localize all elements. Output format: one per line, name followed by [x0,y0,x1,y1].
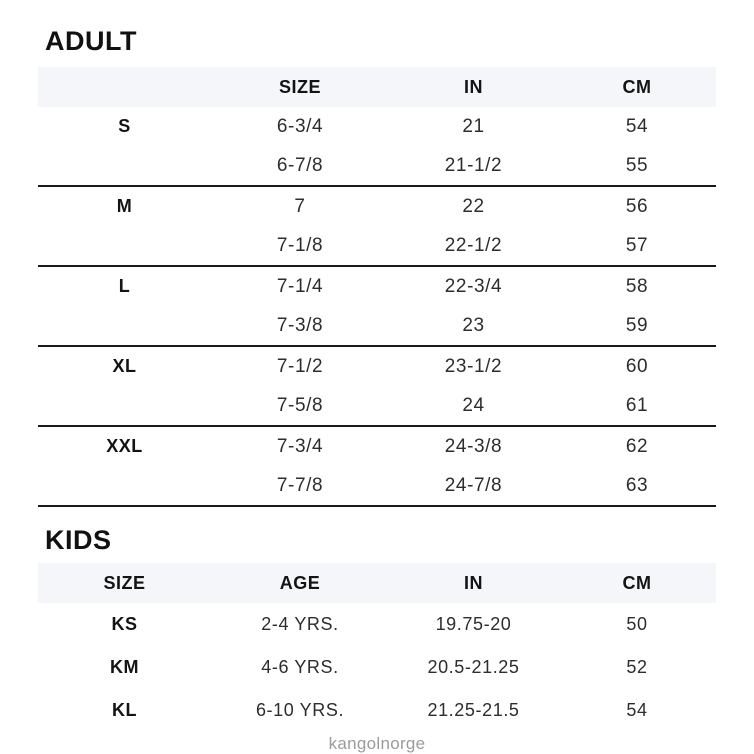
table-row [38,226,716,265]
kids-age-cell: 2-4 YRS. [261,614,339,634]
adult-size-group [38,187,716,267]
adult-value-cell: 63 [625,474,649,496]
adult-value-cell: 23-1/2 [444,355,503,377]
adult-header-cm: CM [622,76,652,97]
table-row [38,107,716,146]
adult-value-cell: 22-3/4 [444,275,503,297]
adult-size-group [38,427,716,507]
kids-section-title: KIDS [45,525,112,555]
kids-size-label: KS [111,614,138,634]
adult-table-header-row [38,67,716,107]
adult-size-group [38,267,716,347]
kids-age-cell: 4-6 YRS. [261,657,339,677]
kids-in-cell: 20.5-21.25 [427,657,520,677]
kids-header-in: IN [464,572,483,593]
adult-value-cell: 54 [625,115,649,137]
table-row [38,646,716,689]
table-row [38,603,716,646]
adult-size-label: XL [112,356,137,376]
adult-value-cell: 7-7/8 [276,474,324,496]
adult-size-group [38,107,716,187]
table-row [38,386,716,425]
kids-header-size: SIZE [103,572,146,593]
table-row [38,187,716,226]
adult-value-cell: 22-1/2 [444,234,503,256]
adult-value-cell: 7-1/4 [276,275,324,297]
adult-table-body [38,107,716,507]
kids-table-header-row [38,563,716,603]
kids-cm-cell: 52 [626,657,648,677]
adult-size-label: L [118,276,131,296]
adult-value-cell: 21-1/2 [444,154,503,176]
adult-value-cell: 7-5/8 [276,394,324,416]
kids-section [0,525,754,732]
adult-value-cell: 60 [625,355,649,377]
kids-cm-cell: 54 [626,700,648,720]
kids-in-cell: 21.25-21.5 [427,700,520,720]
kids-header-age: AGE [279,572,321,593]
adult-size-label: M [116,196,133,216]
adult-section [0,26,754,507]
kids-table-body [38,603,716,732]
adult-value-cell: 7-1/2 [276,355,324,377]
adult-value-cell: 24-7/8 [444,474,503,496]
adult-value-cell: 6-3/4 [276,115,324,137]
adult-value-cell: 57 [625,234,649,256]
table-row [38,427,716,466]
adult-value-cell: 7-3/8 [276,314,324,336]
kids-size-table [38,563,716,732]
adult-value-cell: 22 [462,195,485,217]
table-row [38,347,716,386]
adult-header-in: IN [464,76,483,97]
adult-value-cell: 6-7/8 [276,154,324,176]
adult-value-cell: 23 [462,314,485,336]
adult-value-cell: 24-3/8 [444,435,503,457]
adult-value-cell: 61 [625,394,649,416]
adult-section-title: ADULT [45,26,137,56]
table-row [38,689,716,732]
adult-value-cell: 62 [625,435,649,457]
kids-size-label: KL [112,700,137,720]
kids-cm-cell: 50 [626,614,648,634]
adult-value-cell: 21 [462,115,485,137]
kids-header-cm: CM [622,572,652,593]
adult-size-table [38,67,716,507]
kids-in-cell: 19.75-20 [435,614,512,634]
kids-size-label: KM [110,657,139,677]
footer-watermark: kangolnorge [328,734,426,753]
table-row [38,466,716,505]
adult-value-cell: 7 [294,195,306,217]
adult-header-size: SIZE [278,76,321,97]
kids-age-cell: 6-10 YRS. [255,700,345,720]
adult-size-group [38,347,716,427]
adult-size-label: XXL [106,436,143,456]
table-row [38,146,716,185]
adult-value-cell: 24 [462,394,485,416]
adult-value-cell: 58 [625,275,649,297]
adult-value-cell: 7-3/4 [276,435,324,457]
adult-size-label: S [118,116,131,136]
table-row [38,267,716,306]
adult-value-cell: 56 [625,195,649,217]
adult-value-cell: 59 [625,314,649,336]
table-row [38,306,716,345]
adult-value-cell: 55 [625,154,649,176]
adult-value-cell: 7-1/8 [276,234,324,256]
